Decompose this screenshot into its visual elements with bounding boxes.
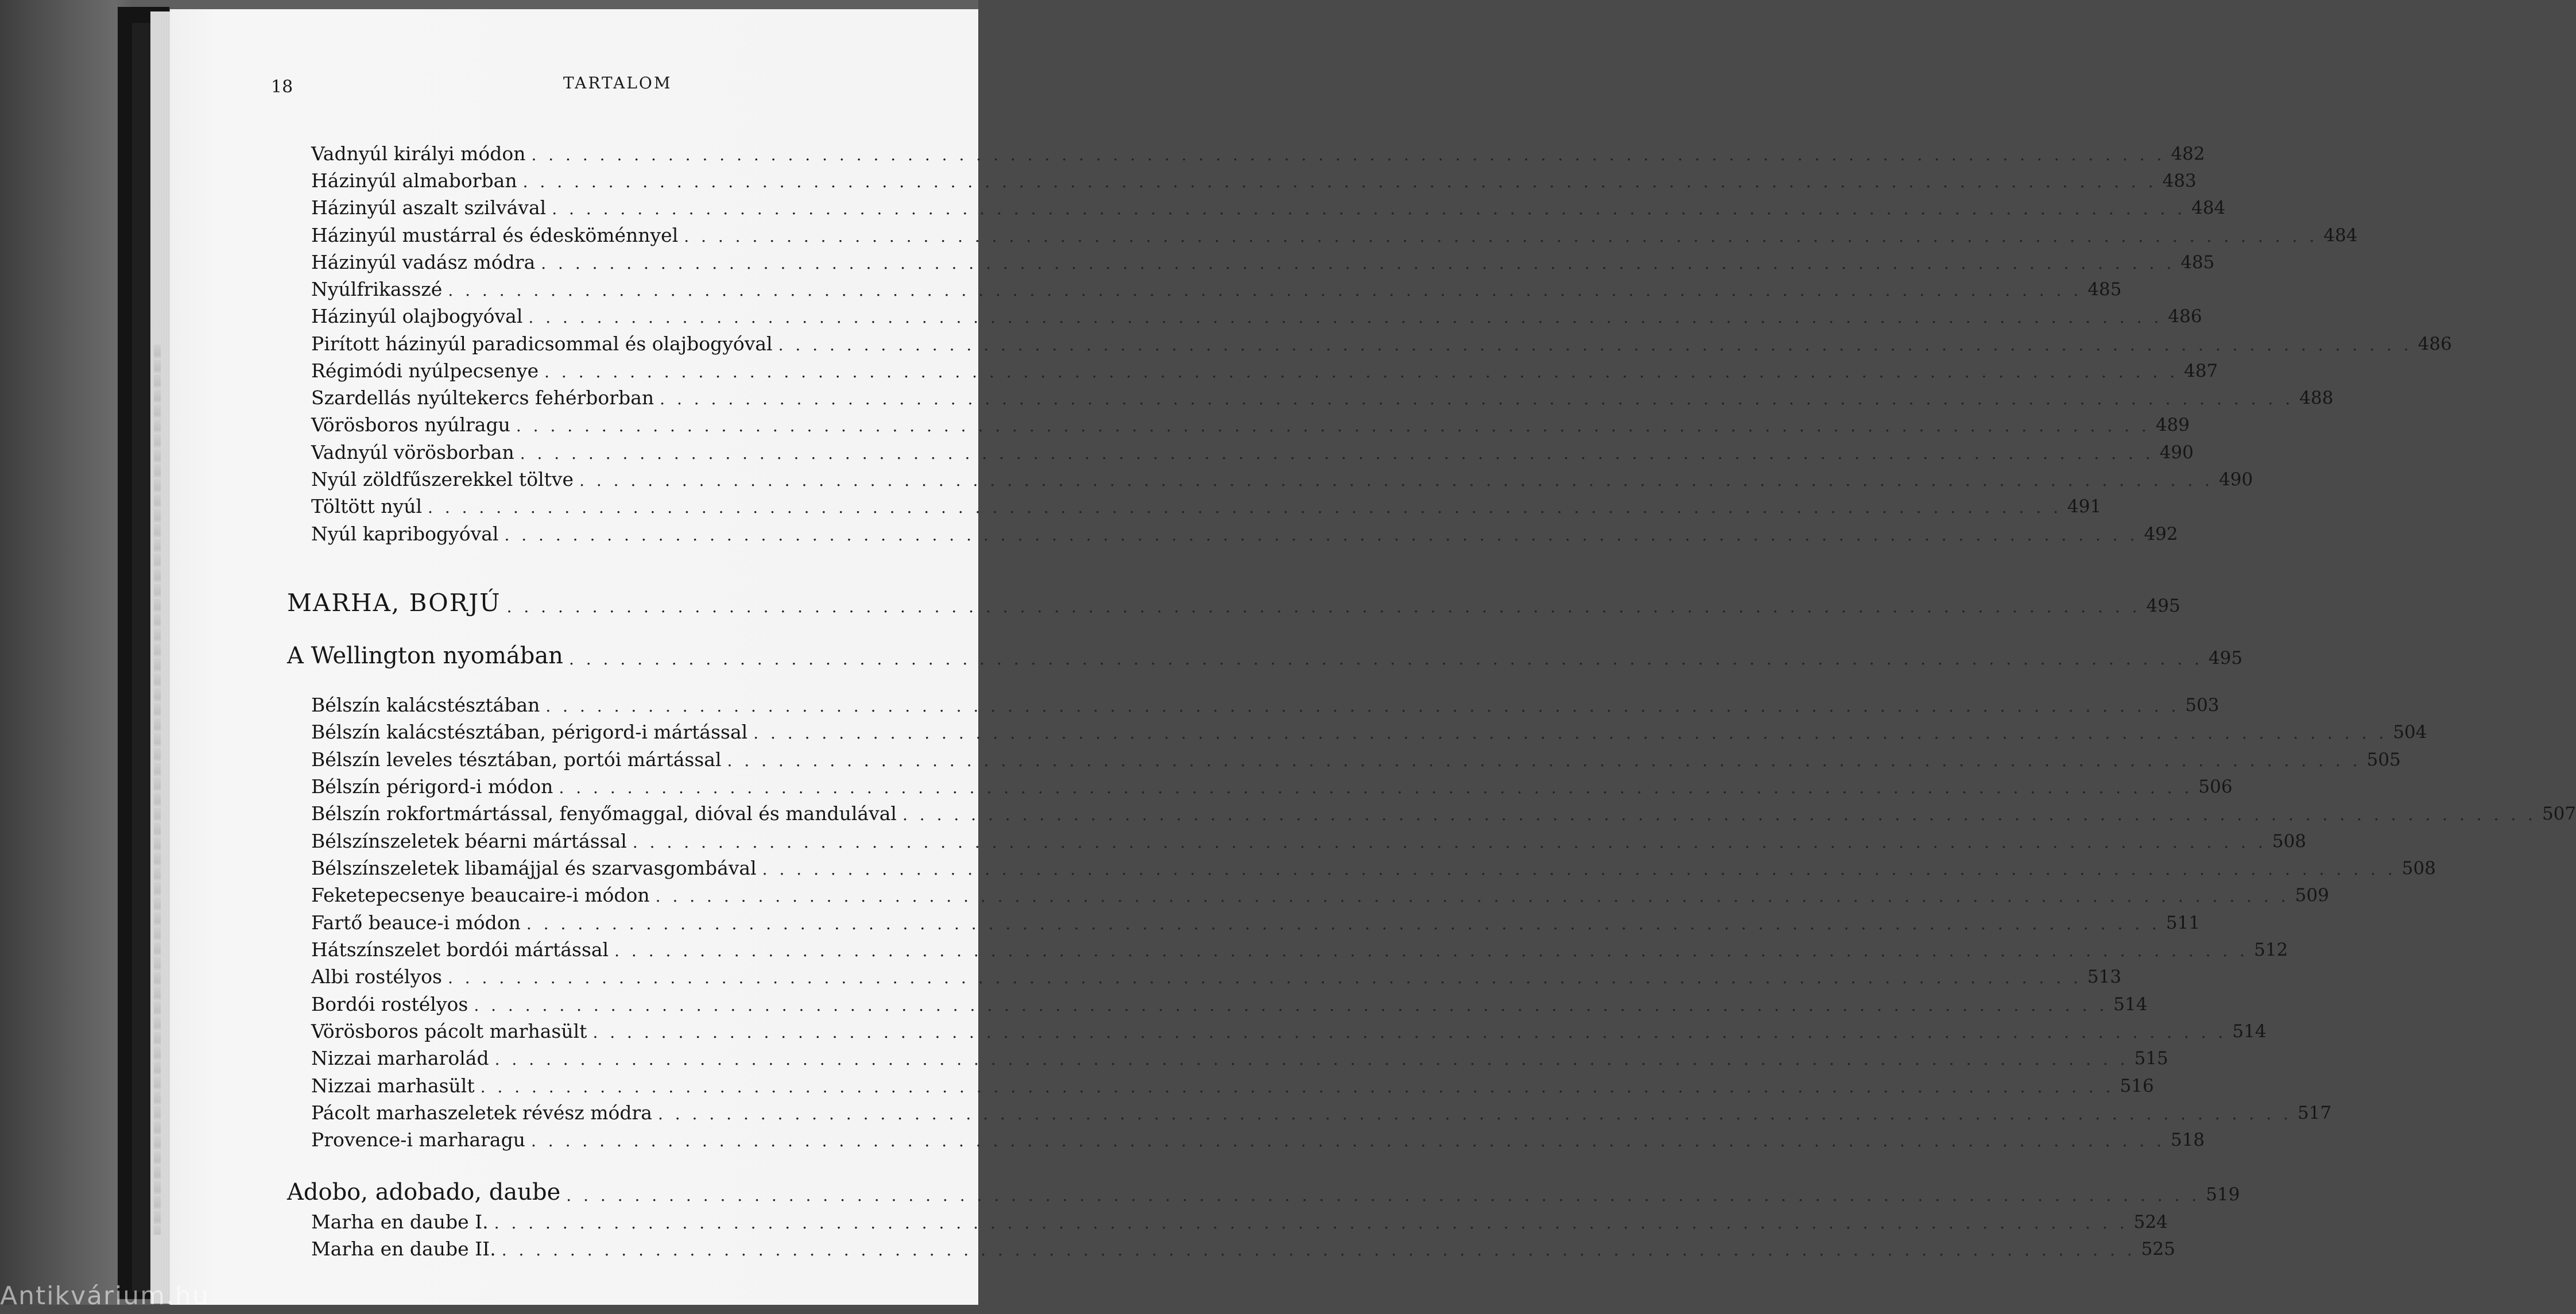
- toc-entry-title: Nyúl kapribogyóval: [311, 523, 499, 545]
- toc-entry: [311, 272, 2122, 300]
- table-of-contents: [170, 9, 2576, 1305]
- toc-entry-title: Marha en daube II.: [311, 1238, 496, 1260]
- toc-entry: [311, 381, 2334, 409]
- toc-entry-title: Házinyúl mustárral és édesköménnyel: [311, 224, 679, 246]
- toc-entry: [311, 435, 2194, 463]
- toc-leader-dots: . . . . . . . . . . . . . . . . . . . . . . . . . . . . . . . . . . . . . . . . . . . . . . . . . . . . . . . . . . . . . . . . . . . . . . . . . . . . . . . . . . . . . . . . . . . . . . . .: [902, 805, 2536, 824]
- toc-leader-dots: . . . . . . . . . . . . . . . . . . . . . . . . . . . . . . . . . . . . . . . . . . . . . . . . . . . . . . . . . . . . . . . . . . . . . . . . . . . . . . . . . . . . . . . . . . . . . . . .: [655, 887, 2290, 906]
- toc-entry-page: 507: [2542, 803, 2576, 824]
- toc-entry: [311, 164, 2197, 192]
- toc-entry: [311, 299, 2202, 327]
- toc-leader-dots: . . . . . . . . . . . . . . . . . . . . . . . . . . . . . . . . . . . . . . . . . . . . . . . . . . . . . . . . . . . . . . . . . . . . . . . . . . . . . . . . . . . . . . . . . . . . . . . .: [528, 308, 2163, 327]
- toc-leader-dots: . . . . . . . . . . . . . . . . . . . . . . . . . . . . . . . . . . . . . . . . . . . . . . . . . . . . . . . . . . . . . . . . . . . . . . . . . . . . . . . . . . . . . . . . . . . . . . . .: [657, 1104, 2292, 1123]
- toc-entry-title: Régimódi nyúlpecsenye: [311, 360, 539, 382]
- toc-entry-page: 525: [2141, 1239, 2175, 1259]
- toc-entry-title: Nizzai marhasült: [311, 1075, 475, 1097]
- toc-section: [287, 635, 2243, 669]
- toc-entry-title: Bélszín kalácstésztában, périgord-i mártással: [311, 721, 748, 743]
- toc-entry: [311, 1232, 2175, 1260]
- toc-leader-dots: . . . . . . . . . . . . . . . . . . . . . . . . . . . . . . . . . . . . . . . . . . . . . . . . . . . . . . . . . . . . . . . . . . . . . . . . . . . . . . . . . . . . . . . . . . . . . . . .: [660, 389, 2294, 408]
- toc-entry: [311, 1096, 2332, 1124]
- toc-leader-dots: . . . . . . . . . . . . . . . . . . . . . . . . . . . . . . . . . . . . . . . . . . . . . . . . . . . . . . . . . . . . . . . . . . . . . . . . . . . . . . . . . . . . . . . . . . . . . . . .: [494, 1050, 2129, 1069]
- toc-entry-title: Hátszínszelet bordói mártással: [311, 938, 609, 961]
- toc-leader-dots: . . . . . . . . . . . . . . . . . . . . . . . . . . . . . . . . . . . . . . . . . . . . . . . . . . . . . . . . . . . . . . . . . . . . . . . . . . . . . . . . . . . . . . . . . . . . . . . .: [501, 1240, 2136, 1259]
- toc-entry: [311, 1069, 2154, 1097]
- toc-entry-page: 511: [2166, 913, 2201, 933]
- toc-entry-page: 516: [2120, 1076, 2154, 1096]
- toc-entry-page: 524: [2133, 1212, 2168, 1232]
- page-number: 18: [271, 77, 293, 97]
- toc-entry-title: Vadnyúl vörösborban: [311, 441, 514, 463]
- toc-entry-title: Nizzai marharolád: [311, 1047, 489, 1069]
- page-edge-pattern: [154, 345, 161, 1235]
- toc-entry-title: Szardellás nyúltekercs fehérborban: [311, 387, 654, 409]
- toc-entry-title: Bélszínszeletek libamájjal és szarvasgombával: [311, 857, 757, 879]
- toc-entry-title: Nyúlfrikasszé: [311, 278, 443, 300]
- toc-leader-dots: . . . . . . . . . . . . . . . . . . . . . . . . . . . . . . . . . . . . . . . . . . . . . . . . . . . . . . . . . . . . . . . . . . . . . . . . . . . . . . . . . . . . . . . . . . . . . . . .: [566, 1186, 2201, 1205]
- toc-entry-page: 514: [2113, 994, 2148, 1015]
- toc-leader-dots: . . . . . . . . . . . . . . . . . . . . . . . . . . . . . . . . . . . . . . . . . . . . . . . . . . . . . . . . . . . . . . . . . . . . . . . . . . . . . . . . . . . . . . . . . . . . . . . .: [614, 941, 2249, 960]
- toc-leader-dots: . . . . . . . . . . . . . . . . . . . . . . . . . . . . . . . . . . . . . . . . . . . . . . . . . . . . . . . . . . . . . . . . . . . . . . . . . . . . . . . . . . . . . . . . . . . . . . . .: [579, 471, 2214, 490]
- toc-entry-title: A Wellington nyomában: [287, 643, 563, 669]
- toc-entry-page: 514: [2232, 1021, 2267, 1042]
- toc-entry: [311, 245, 2215, 273]
- toc-entry-title: Bordói rostélyos: [311, 993, 468, 1015]
- toc-entry-page: 512: [2254, 940, 2288, 960]
- toc-entry-page: 485: [2087, 279, 2122, 300]
- toc-entry-title: Pirított házinyúl paradicsommal és olajbogyóval: [311, 333, 773, 355]
- toc-leader-dots: . . . . . . . . . . . . . . . . . . . . . . . . . . . . . . . . . . . . . . . . . . . . . . . . . . . . . . . . . . . . . . . . . . . . . . . . . . . . . . . . . . . . . . . . . . . . . . . .: [727, 751, 2361, 770]
- toc-entry-title: Töltött nyúl: [311, 495, 423, 517]
- toc-entry: [311, 933, 2288, 961]
- toc-entry-title: Bélszín kalácstésztában: [311, 694, 540, 716]
- toc-entry-title: Vörösboros nyúlragu: [311, 413, 510, 436]
- toc-leader-dots: . . . . . . . . . . . . . . . . . . . . . . . . . . . . . . . . . . . . . . . . . . . . . . . . . . . . . . . . . . . . . . . . . . . . . . . . . . . . . . . . . . . . . . . . . . . . . . . .: [559, 778, 2193, 797]
- toc-leader-dots: . . . . . . . . . . . . . . . . . . . . . . . . . . . . . . . . . . . . . . . . . . . . . . . . . . . . . . . . . . . . . . . . . . . . . . . . . . . . . . . . . . . . . . . . . . . . . . . .: [778, 335, 2412, 354]
- toc-entry-page: 484: [2323, 225, 2358, 246]
- toc-entry: [311, 960, 2122, 988]
- toc-entry: [311, 797, 2576, 825]
- toc-entry-page: 495: [2208, 648, 2243, 668]
- toc-entry: [311, 137, 2205, 165]
- toc-entry: [311, 770, 2233, 798]
- toc-leader-dots: . . . . . . . . . . . . . . . . . . . . . . . . . . . . . . . . . . . . . . . . . . . . . . . . . . . . . . . . . . . . . . . . . . . . . . . . . . . . . . . . . . . . . . . . . . . . . . . .: [494, 1213, 2128, 1232]
- toc-entry-page: 483: [2162, 171, 2197, 191]
- toc-entry: [311, 715, 2427, 743]
- toc-entry-title: Bélszín leveles tésztában, portói mártással: [311, 748, 722, 771]
- toc-entry: [311, 906, 2201, 934]
- toc-leader-dots: . . . . . . . . . . . . . . . . . . . . . . . . . . . . . . . . . . . . . . . . . . . . . . . . . . . . . . . . . . . . . . . . . . . . . . . . . . . . . . . . . . . . . . . . . . . . . . . .: [504, 525, 2139, 544]
- toc-entry-title: Házinyúl aszalt szilvával: [311, 196, 547, 219]
- toc-entry-page: 490: [2219, 469, 2253, 490]
- toc-entry-page: 517: [2297, 1103, 2332, 1123]
- toc-entry: [311, 743, 2401, 771]
- toc-entry-page: 515: [2134, 1048, 2168, 1069]
- book-page: [170, 9, 2576, 1305]
- toc-leader-dots: . . . . . . . . . . . . . . . . . . . . . . . . . . . . . . . . . . . . . . . . . . . . . . . . . . . . . . . . . . . . . . . . . . . . . . . . . . . . . . . . . . . . . . . . . . . . . . . .: [545, 697, 2180, 716]
- toc-entry: [311, 1205, 2168, 1233]
- toc-entry-page: 485: [2180, 252, 2215, 273]
- toc-chapter: [287, 581, 2180, 617]
- toc-leader-dots: . . . . . . . . . . . . . . . . . . . . . . . . . . . . . . . . . . . . . . . . . . . . . . . . . . . . . . . . . . . . . . . . . . . . . . . . . . . . . . . . . . . . . . . . . . . . . . . .: [632, 833, 2267, 852]
- toc-entry-title: Házinyúl vadász módra: [311, 251, 536, 273]
- toc-entry-title: MARHA, BORJÚ: [287, 589, 501, 617]
- toc-entry: [311, 489, 2102, 517]
- toc-entry: [311, 987, 2148, 1015]
- toc-entry: [311, 1041, 2168, 1069]
- toc-entry-page: 495: [2146, 596, 2180, 616]
- toc-entry-page: 487: [2184, 361, 2218, 381]
- toc-entry-title: Marha en daube I.: [311, 1211, 489, 1233]
- toc-entry: [311, 1123, 2205, 1151]
- toc-leader-dots: . . . . . . . . . . . . . . . . . . . . . . . . . . . . . . . . . . . . . . . . . . . . . . . . . . . . . . . . . . . . . . . . . . . . . . . . . . . . . . . . . . . . . . . . . . . . . . . .: [544, 362, 2179, 381]
- toc-section: [287, 1172, 2240, 1205]
- toc-entry-page: 508: [2272, 831, 2307, 852]
- toc-entry-page: 518: [2170, 1130, 2205, 1150]
- toc-entry-page: 490: [2159, 442, 2194, 463]
- toc-leader-dots: . . . . . . . . . . . . . . . . . . . . . . . . . . . . . . . . . . . . . . . . . . . . . . . . . . . . . . . . . . . . . . . . . . . . . . . . . . . . . . . . . . . . . . . . . . . . . . . .: [592, 1023, 2227, 1042]
- toc-entry-page: 508: [2401, 858, 2436, 879]
- toc-entry-page: 506: [2198, 776, 2233, 797]
- toc-entry-title: Adobo, adobado, daube: [287, 1179, 561, 1205]
- toc-entry-title: Feketepecsenye beaucaire-i módon: [311, 884, 650, 906]
- toc-leader-dots: . . . . . . . . . . . . . . . . . . . . . . . . . . . . . . . . . . . . . . . . . . . . . . . . . . . . . . . . . . . . . . . . . . . . . . . . . . . . . . . . . . . . . . . . . . . . . . . .: [516, 416, 2150, 435]
- toc-entry-page: 509: [2295, 885, 2329, 906]
- toc-entry: [311, 688, 2219, 716]
- toc-entry-page: 513: [2087, 967, 2122, 987]
- toc-entry-title: Fartő beauce-i módon: [311, 911, 521, 934]
- toc-leader-dots: . . . . . . . . . . . . . . . . . . . . . . . . . . . . . . . . . . . . . . . . . . . . . . . . . . . . . . . . . . . . . . . . . . . . . . . . . . . . . . . . . . . . . . . . . . . . . . . .: [753, 724, 2388, 743]
- toc-entry: [311, 218, 2358, 246]
- toc-entry: [311, 327, 2452, 355]
- toc-entry-page: 486: [2418, 334, 2452, 354]
- toc-leader-dots: . . . . . . . . . . . . . . . . . . . . . . . . . . . . . . . . . . . . . . . . . . . . . . . . . . . . . . . . . . . . . . . . . . . . . . . . . . . . . . . . . . . . . . . . . . . . . . . .: [552, 199, 2186, 218]
- toc-entry-page: 519: [2206, 1184, 2240, 1205]
- toc-entry-page: 488: [2299, 388, 2334, 408]
- toc-entry-title: Nyúl zöldfűszerekkel töltve: [311, 468, 574, 490]
- toc-leader-dots: . . . . . . . . . . . . . . . . . . . . . . . . . . . . . . . . . . . . . . . . . . . . . . . . . . . . . . . . . . . . . . . . . . . . . . . . . . . . . . . . . . . . . . . . . . . . . . . .: [762, 860, 2396, 879]
- toc-entry-title: Házinyúl almaborban: [311, 169, 517, 192]
- toc-leader-dots: . . . . . . . . . . . . . . . . . . . . . . . . . . . . . . . . . . . . . . . . . . . . . . . . . . . . . . . . . . . . . . . . . . . . . . . . . . . . . . . . . . . . . . . . . . . . . . . .: [526, 914, 2160, 933]
- toc-entry-page: 492: [2144, 524, 2178, 544]
- toc-leader-dots: . . . . . . . . . . . . . . . . . . . . . . . . . . . . . . . . . . . . . . . . . . . . . . . . . . . . . . . . . . . . . . . . . . . . . . . . . . . . . . . . . . . . . . . . . . . . . . . .: [522, 172, 2157, 191]
- toc-entry-page: 482: [2171, 144, 2205, 164]
- toc-entry-page: 486: [2168, 306, 2202, 327]
- toc-leader-dots: . . . . . . . . . . . . . . . . . . . . . . . . . . . . . . . . . . . . . . . . . . . . . . . . . . . . . . . . . . . . . . . . . . . . . . . . . . . . . . . . . . . . . . . . . . . . . . . .: [428, 498, 2062, 517]
- toc-entry: [311, 824, 2307, 852]
- toc-entry-page: 503: [2185, 695, 2219, 716]
- toc-entry-title: Házinyúl olajbogyóval: [311, 305, 523, 327]
- toc-entry-title: Bélszín rokfortmártással, fenyőmaggal, dióval és mandulával: [311, 802, 897, 825]
- toc-entry: [311, 878, 2329, 906]
- toc-entry-title: Vadnyúl királyi módon: [311, 142, 526, 165]
- toc-entry-title: Bélszínszeletek béarni mártással: [311, 830, 627, 852]
- running-head-title: TARTALOM: [563, 74, 672, 92]
- toc-entry-title: Vörösboros pácolt marhasült: [311, 1020, 587, 1042]
- toc-entry-page: 505: [2366, 749, 2401, 770]
- toc-entry: [311, 462, 2253, 490]
- toc-entry-title: Provence-i marharagu: [311, 1129, 525, 1151]
- toc-entry: [311, 408, 2190, 436]
- toc-leader-dots: . . . . . . . . . . . . . . . . . . . . . . . . . . . . . . . . . . . . . . . . . . . . . . . . . . . . . . . . . . . . . . . . . . . . . . . . . . . . . . . . . . . . . . . . . . . . . . . .: [448, 281, 2082, 300]
- toc-entry: [311, 1014, 2267, 1042]
- toc-entry-title: Pácolt marhaszeletek révész módra: [311, 1102, 652, 1124]
- toc-leader-dots: . . . . . . . . . . . . . . . . . . . . . . . . . . . . . . . . . . . . . . . . . . . . . . . . . . . . . . . . . . . . . . . . . . . . . . . . . . . . . . . . . . . . . . . . . . . . . . . .: [520, 444, 2154, 463]
- toc-entry-title: Bélszín périgord-i módon: [311, 775, 553, 798]
- toc-entry-page: 504: [2393, 722, 2427, 743]
- toc-leader-dots: . . . . . . . . . . . . . . . . . . . . . . . . . . . . . . . . . . . . . . . . . . . . . . . . . . . . . . . . . . . . . . . . . . . . . . . . . . . . . . . . . . . . . . . . . . . . . . . .: [480, 1077, 2114, 1096]
- toc-leader-dots: . . . . . . . . . . . . . . . . . . . . . . . . . . . . . . . . . . . . . . . . . . . . . . . . . . . . . . . . . . . . . . . . . . . . . . . . . . . . . . . . . . . . . . . . . . . . . . . .: [506, 597, 2141, 616]
- toc-entry: [311, 851, 2436, 879]
- toc-leader-dots: . . . . . . . . . . . . . . . . . . . . . . . . . . . . . . . . . . . . . . . . . . . . . . . . . . . . . . . . . . . . . . . . . . . . . . . . . . . . . . . . . . . . . . . . . . . . . . . .: [531, 145, 2166, 164]
- toc-entry-page: 491: [2067, 496, 2102, 517]
- toc-leader-dots: . . . . . . . . . . . . . . . . . . . . . . . . . . . . . . . . . . . . . . . . . . . . . . . . . . . . . . . . . . . . . . . . . . . . . . . . . . . . . . . . . . . . . . . . . . . . . . . .: [530, 1131, 2165, 1150]
- toc-leader-dots: . . . . . . . . . . . . . . . . . . . . . . . . . . . . . . . . . . . . . . . . . . . . . . . . . . . . . . . . . . . . . . . . . . . . . . . . . . . . . . . . . . . . . . . . . . . . . . . .: [684, 227, 2318, 246]
- toc-entry-page: 484: [2191, 198, 2226, 218]
- toc-leader-dots: . . . . . . . . . . . . . . . . . . . . . . . . . . . . . . . . . . . . . . . . . . . . . . . . . . . . . . . . . . . . . . . . . . . . . . . . . . . . . . . . . . . . . . . . . . . . . . . .: [568, 650, 2203, 668]
- watermark: Antikvárium.hu: [0, 1281, 210, 1311]
- toc-entry-title: Albi rostélyos: [311, 965, 442, 988]
- toc-entry-page: 489: [2155, 415, 2190, 435]
- toc-leader-dots: . . . . . . . . . . . . . . . . . . . . . . . . . . . . . . . . . . . . . . . . . . . . . . . . . . . . . . . . . . . . . . . . . . . . . . . . . . . . . . . . . . . . . . . . . . . . . . . .: [541, 254, 2175, 273]
- toc-leader-dots: . . . . . . . . . . . . . . . . . . . . . . . . . . . . . . . . . . . . . . . . . . . . . . . . . . . . . . . . . . . . . . . . . . . . . . . . . . . . . . . . . . . . . . . . . . . . . . . .: [447, 968, 2082, 987]
- toc-leader-dots: . . . . . . . . . . . . . . . . . . . . . . . . . . . . . . . . . . . . . . . . . . . . . . . . . . . . . . . . . . . . . . . . . . . . . . . . . . . . . . . . . . . . . . . . . . . . . . . .: [474, 996, 2108, 1015]
- toc-entry: [311, 517, 2178, 545]
- toc-entry: [311, 354, 2218, 382]
- toc-entry: [311, 191, 2226, 219]
